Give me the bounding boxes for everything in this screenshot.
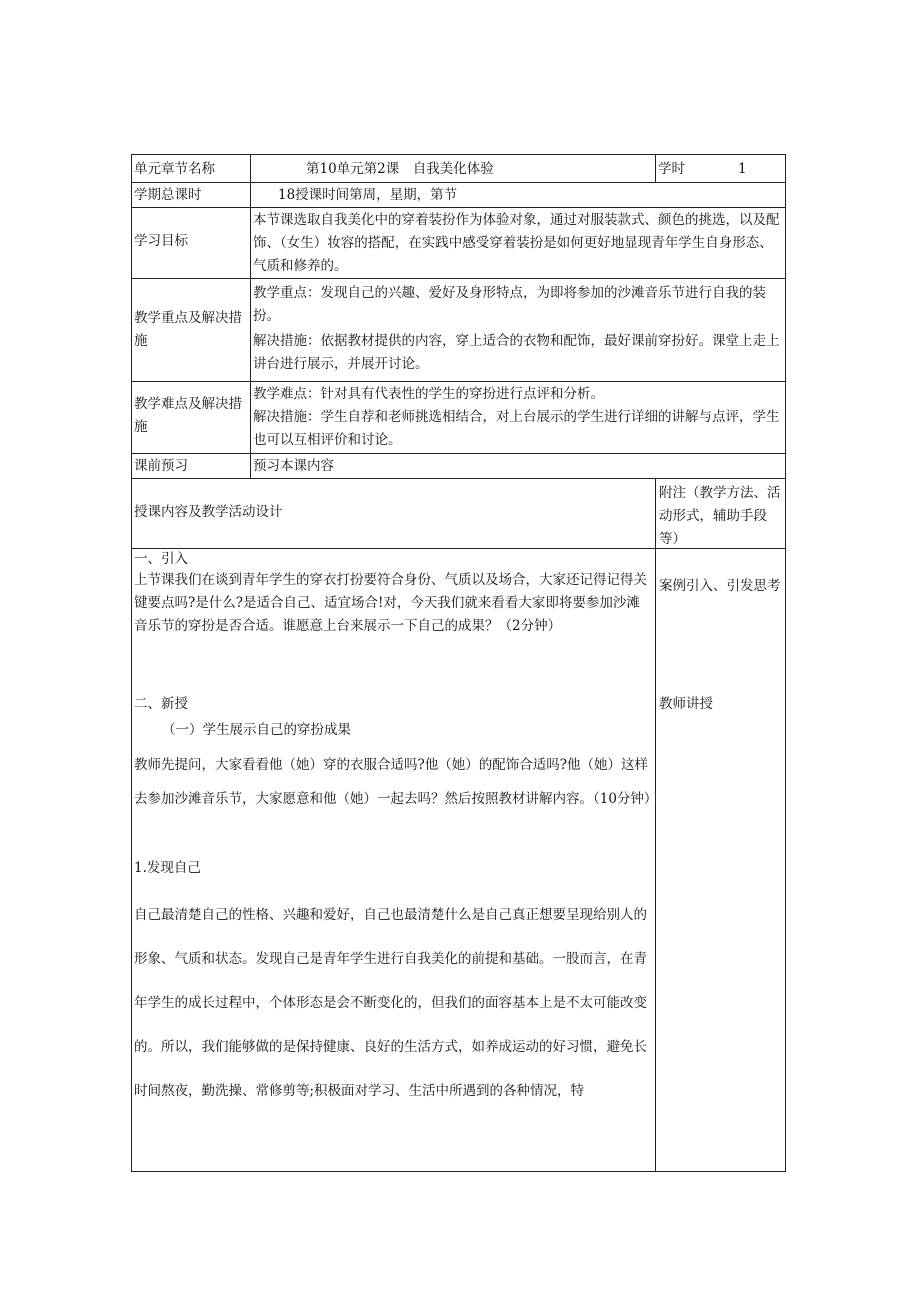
design-label: 授课内容及教学活动设计: [134, 504, 283, 520]
column-divider: [250, 155, 251, 478]
hours-label: 学时: [658, 161, 685, 177]
note-label: 附注（教学方法、活动形式，辅助手段等）: [659, 485, 781, 547]
goal-label: 学习目标: [134, 233, 188, 249]
difficulty-measure: 解决措施：学生自荐和老师挑选相结合，对上台展示的学生进行详细的讲解与点评，学生也可以互相评价和讨论。: [253, 409, 780, 448]
key-label: 教学重点及解决措施: [134, 310, 242, 349]
difficulty-label: 教学难点及解决措施: [134, 396, 242, 435]
section-new-title: 二、新授: [134, 696, 188, 712]
column-divider: [655, 155, 656, 182]
section-new-sub: （一）学生展示自己的穿扮成果: [162, 722, 351, 738]
key-point: 教学重点：发现自己的兴趣、爱好及身形特点，为即将参加的沙滩音乐节进行自我的装扮。: [253, 285, 766, 324]
unit-label: 单元章节名称: [134, 161, 215, 177]
note-case-intro: 案例引入、引发思考: [659, 578, 781, 594]
row-divider: [132, 182, 785, 183]
key-measure: 解决措施：依据教材提供的内容，穿上适合的衣物和配饰，最好课前穿扮好。课堂上走上讲台进行展示，并展开讨论。: [253, 333, 780, 372]
goal-text: 本节课选取自我美化中的穿着装扮作为体验对象，通过对服装款式、颜色的挑选，以及配饰、（女生）妆容的搭配，在实践中感受穿着装扮是如何更好地显现青年学生自身形态、气质和修养的。: [253, 212, 780, 274]
section-discover-text: 自己最清楚自己的性格、兴趣和爱好，自己也最清楚什么是自己真正想要呈现给别人的形象、气质和状态。发现自己是青年学生进行自我美化的前提和基础。一股而言，在青年学生的成长过程中，个体形态是会不断变化的，但我们的面容基本上是不太可能改变的。所以，我们能够做的是保持健康、良好的生活方式，如养成运动的好习惯，避免长时间熬夜，勤洗操、常修剪等;积极面对学习、生活中所遇到的各种情况，特: [134, 907, 647, 1099]
hours-value: 1: [738, 161, 747, 177]
section-new-text: 教师先提问，大家看看他（她）穿的衣服合适吗?他（她）的配饰合适吗?他（她）这样去参加沙滩音乐节，大家愿意和他（她）一起去吗？然后按照教材讲解内容。（10分钟）: [134, 757, 658, 807]
row-divider: [132, 478, 785, 479]
preview-value: 预习本课内容: [253, 458, 334, 474]
section-discover-title: 1.发现自己: [134, 860, 201, 876]
row-divider: [132, 207, 785, 208]
row-divider: [132, 278, 785, 279]
column-divider: [655, 478, 656, 1171]
row-divider: [132, 453, 785, 454]
total-hours-label: 学期总课时: [134, 187, 202, 203]
row-divider: [132, 381, 785, 382]
unit-value: 第10单元第2课 自我美化体验: [306, 161, 494, 177]
section-intro-title: 一、引入: [134, 551, 188, 567]
lesson-plan-table: [131, 154, 786, 1172]
note-lecture: 教师讲授: [659, 696, 713, 712]
preview-label: 课前预习: [134, 458, 188, 474]
section-intro-text: 上节课我们在谈到青年学生的穿衣打扮要符合身份、气质以及场合，大家还记得记得关键要点吗?是什么?是适合自己、适宜场合!对，今天我们就来看看大家即将要参加沙滩音乐节的穿扮是否合适。谁愿意上台来展示一下自己的成果？（2分钟）: [134, 572, 647, 634]
total-hours-value: 18授课时间第周，星期，第节: [278, 187, 458, 203]
difficulty-point: 教学难点：针对具有代表性的学生的穿扮进行点评和分析。: [253, 386, 604, 402]
